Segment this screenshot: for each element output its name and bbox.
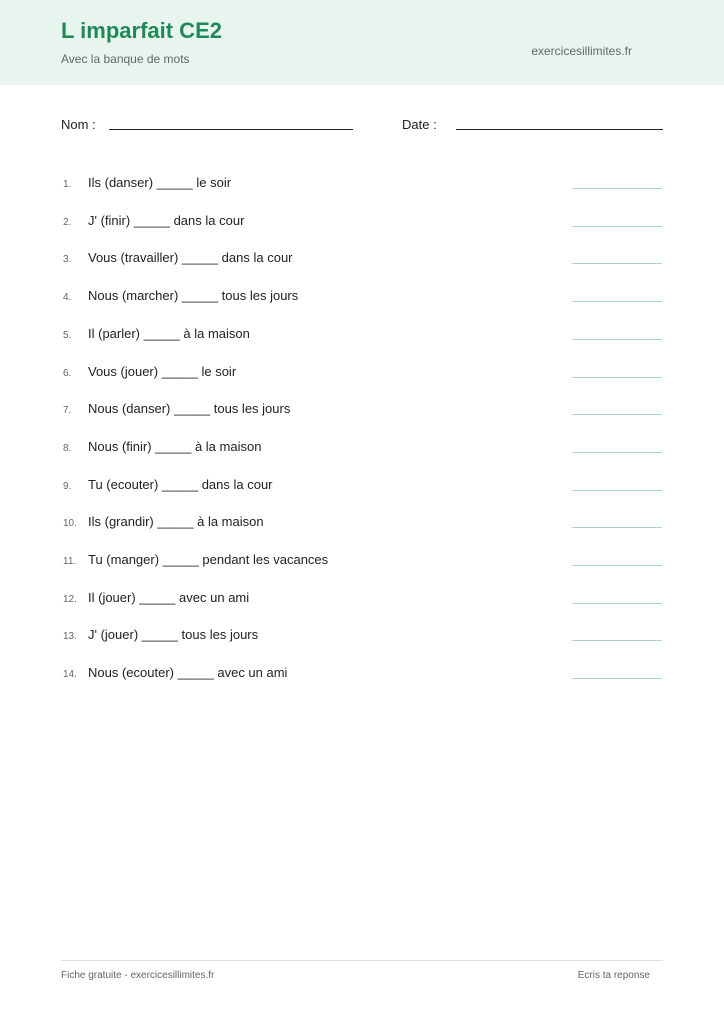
footer-credit: Fiche gratuite - exercicesillimites.fr	[61, 970, 215, 981]
exercise-item	[0, 590, 724, 610]
answer-line[interactable]	[572, 452, 662, 453]
exercise-sentence: J' (finir) _____ dans la cour	[88, 213, 245, 228]
exercise-item	[0, 213, 724, 233]
answer-line[interactable]	[572, 603, 662, 604]
footer-instruction: Ecris ta reponse	[577, 970, 650, 981]
exercise-sentence: Nous (marcher) _____ tous les jours	[88, 288, 299, 303]
exercise-sentence: Vous (travailler) _____ dans la cour	[88, 250, 293, 265]
exercise-number: 10.	[63, 518, 77, 529]
site-name: exercicesillimites.fr	[531, 44, 632, 58]
exercise-item	[0, 175, 724, 195]
answer-line[interactable]	[572, 678, 662, 679]
answer-line[interactable]	[572, 226, 662, 227]
exercise-number: 13.	[63, 631, 77, 642]
date-label: Date :	[402, 117, 437, 132]
exercise-number: 5.	[63, 330, 72, 341]
exercise-item	[0, 665, 724, 685]
exercise-item	[0, 288, 724, 308]
exercise-sentence: Il (parler) _____ à la maison	[88, 326, 250, 341]
exercise-sentence: Tu (manger) _____ pendant les vacances	[88, 552, 329, 567]
exercise-number: 6.	[63, 368, 72, 379]
answer-line[interactable]	[572, 377, 662, 378]
exercise-number: 4.	[63, 292, 72, 303]
exercise-number: 9.	[63, 481, 72, 492]
exercise-item	[0, 552, 724, 572]
exercise-item	[0, 364, 724, 384]
exercise-number: 8.	[63, 443, 72, 454]
exercise-sentence: Nous (finir) _____ à la maison	[88, 439, 262, 454]
name-line	[109, 129, 353, 130]
exercise-number: 11.	[63, 556, 77, 567]
exercise-item	[0, 627, 724, 647]
answer-line[interactable]	[572, 414, 662, 415]
exercise-item	[0, 401, 724, 421]
name-label: Nom :	[61, 117, 96, 132]
exercise-sentence: Nous (ecouter) _____ avec un ami	[88, 665, 288, 680]
page-subtitle: Avec la banque de mots	[61, 52, 190, 66]
answer-line[interactable]	[572, 565, 662, 566]
exercise-sentence: Il (jouer) _____ avec un ami	[88, 590, 250, 605]
exercise-number: 12.	[63, 594, 77, 605]
answer-line[interactable]	[572, 301, 662, 302]
exercise-number: 14.	[63, 669, 77, 680]
exercise-number: 7.	[63, 405, 72, 416]
footer-divider	[61, 960, 663, 961]
exercise-sentence: Nous (danser) _____ tous les jours	[88, 401, 291, 416]
page-header	[0, 0, 724, 85]
exercise-item	[0, 250, 724, 270]
answer-line[interactable]	[572, 640, 662, 641]
date-line	[456, 129, 663, 130]
answer-line[interactable]	[572, 188, 662, 189]
exercise-sentence: Tu (ecouter) _____ dans la cour	[88, 477, 273, 492]
answer-line[interactable]	[572, 339, 662, 340]
exercise-item	[0, 439, 724, 459]
exercise-sentence: Ils (danser) _____ le soir	[88, 175, 232, 190]
answer-line[interactable]	[572, 490, 662, 491]
exercise-number: 1.	[63, 179, 72, 190]
exercise-item	[0, 477, 724, 497]
exercise-item	[0, 326, 724, 346]
exercise-number: 2.	[63, 217, 72, 228]
exercise-sentence: Ils (grandir) _____ à la maison	[88, 514, 264, 529]
answer-line[interactable]	[572, 527, 662, 528]
exercise-item	[0, 514, 724, 534]
page-title: L imparfait CE2	[61, 18, 222, 43]
exercise-number: 3.	[63, 254, 72, 265]
answer-line[interactable]	[572, 263, 662, 264]
exercise-sentence: Vous (jouer) _____ le soir	[88, 364, 237, 379]
exercise-sentence: J' (jouer) _____ tous les jours	[88, 627, 259, 642]
